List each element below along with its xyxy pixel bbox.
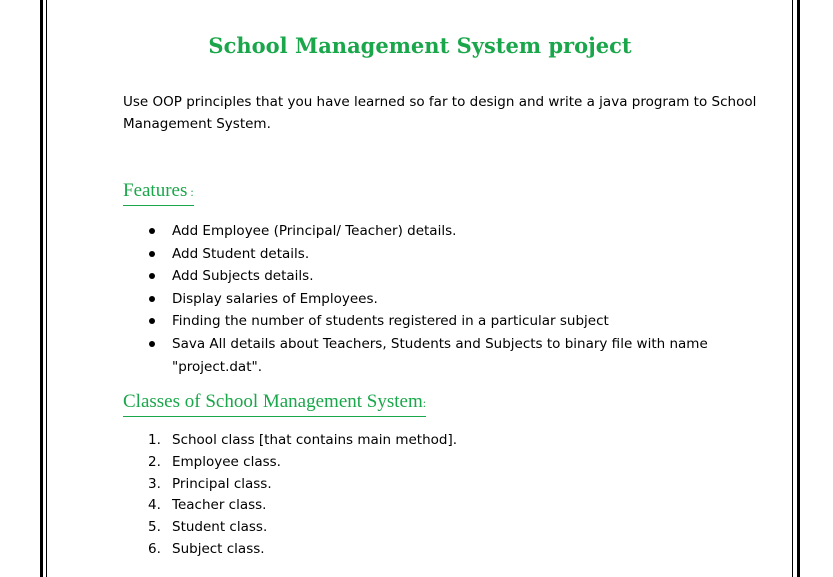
list-number: 5. xyxy=(148,519,161,536)
right-border-inner xyxy=(792,0,793,577)
left-border-outer xyxy=(40,0,43,577)
list-number: 6. xyxy=(148,540,161,557)
class-text: School class [that contains main method]. xyxy=(172,432,458,448)
feature-text: Finding the number of students registered in a particular subject xyxy=(172,313,609,330)
list-number: 4. xyxy=(148,497,161,514)
bullet-icon xyxy=(149,273,155,279)
class-text: Employee class. xyxy=(172,453,281,470)
features-heading xyxy=(123,180,194,206)
list-item xyxy=(148,517,748,539)
intro-paragraph: Use OOP principles that you have learned so far to design and write a java program to School Management System. xyxy=(123,94,757,132)
list-item xyxy=(148,288,748,311)
list-number: 1. xyxy=(148,432,161,448)
bullet-icon xyxy=(149,341,155,347)
list-item xyxy=(148,495,748,517)
list-item xyxy=(148,452,748,474)
feature-text: Add Employee (Principal/ Teacher) details. xyxy=(172,223,457,239)
classes-list xyxy=(148,430,748,561)
list-number: 2. xyxy=(148,453,161,470)
classes-heading xyxy=(123,391,426,417)
class-text: Subject class. xyxy=(172,540,265,557)
classes-heading-text: Classes of School Management System xyxy=(123,391,423,412)
list-item xyxy=(148,333,748,378)
class-text: Principal class. xyxy=(172,475,272,492)
list-item xyxy=(148,474,748,496)
bullet-icon xyxy=(149,296,155,302)
bullet-icon xyxy=(149,228,155,234)
features-heading-text: Features xyxy=(123,180,188,201)
list-item xyxy=(148,539,748,561)
feature-text: Add Student details. xyxy=(172,245,310,262)
list-item xyxy=(148,265,748,288)
features-heading-colon: : xyxy=(187,185,194,199)
feature-text: Sava All details about Teachers, Students and Subjects to binary file with name "project.dat". xyxy=(172,335,708,375)
page-title: School Management System project xyxy=(208,33,632,58)
list-item xyxy=(148,220,748,243)
list-item xyxy=(148,430,748,452)
bullet-icon xyxy=(149,318,155,324)
list-number: 3. xyxy=(148,475,161,492)
left-border-inner xyxy=(46,0,47,577)
class-text: Student class. xyxy=(172,519,268,536)
class-text: Teacher class. xyxy=(172,497,267,514)
list-item xyxy=(148,243,748,266)
bullet-icon xyxy=(149,251,155,257)
feature-text: Add Subjects details. xyxy=(172,268,314,285)
right-border-outer xyxy=(797,0,800,577)
feature-text: Display salaries of Employees. xyxy=(172,290,378,307)
classes-heading-colon: : xyxy=(422,396,427,410)
list-item xyxy=(148,310,748,333)
features-list xyxy=(148,220,748,378)
